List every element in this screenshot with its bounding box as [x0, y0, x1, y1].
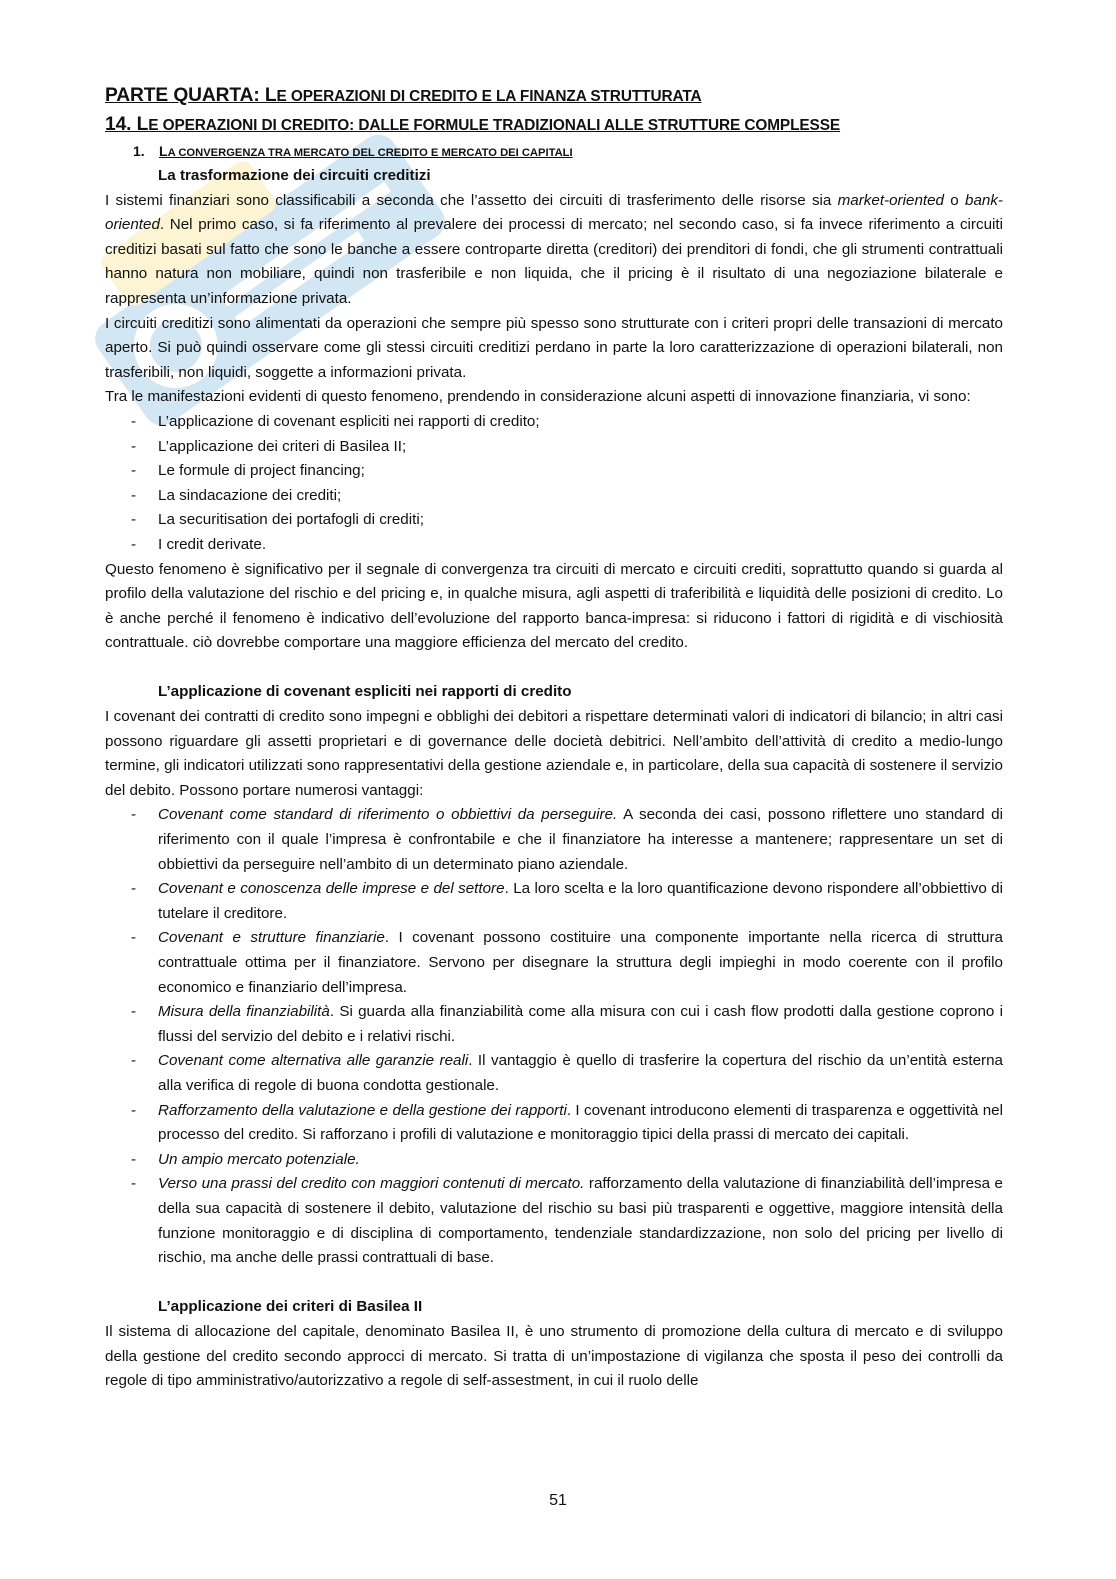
document-page — [105, 82, 1003, 1394]
paragraph-2: I circuiti creditizi sono alimentati da operazioni che sempre più spesso sono strutturate con i criteri propri delle transazioni di mercato aperto. Si può quindi osservare come gli stessi circuiti creditizi perdano in parte la loro caratterizzazione di operazioni bilaterali, non trasferibili, non liquidi, soggette a informazioni privata. — [105, 314, 1003, 381]
subsection-title-trasformazione: La trasformazione dei circuiti creditizi — [158, 167, 431, 184]
page-number: 51 — [549, 1492, 567, 1509]
paragraph-6: Il sistema di allocazione del capitale, denominato Basilea II, è uno strumento di promozione della cultura di mercato e di sviluppo della gestione del credito secondo approcci di mercato. Si tratta di un’impostazione di vigilanza che sposta il peso dei controlli da regole di tipo amministrativo/autorizzativo a regole di self-assestment, in cui il ruolo delle — [105, 1322, 1003, 1390]
list-item: - La securitisation dei portafogli di crediti; — [105, 508, 1003, 533]
list-item: - I credit derivate. — [105, 533, 1003, 558]
list-item: - Covenant come standard di riferimento o obbiettivi da perseguire. A seconda dei casi, possono riflettere uno standard di riferimento con il quale l’impresa è confrontabile e che il finanziatore ha interesse a mantenere; rappresentare un set di obbiettivi da perseguire nell’ambito di un determinato piano aziendale. — [105, 803, 1003, 877]
list-item: - L’applicazione di covenant espliciti nei rapporti di credito; — [105, 410, 1003, 435]
list-item: - La sindacazione dei crediti; — [105, 484, 1003, 509]
paragraph-1: I sistemi finanziari sono classificabili a seconda che l’assetto dei circuiti di trasferimento delle risorse sia market-oriented o bank-oriented. Nel primo caso, si fa riferimento al prevalere dei processi di mercato; nel secondo caso, si fa invece riferimento a circuiti creditizi basati sul fatto che sono le banche a essere controparte diretta (creditori) dei prenditori di fondi, che gli strumenti contrattuali hanno natura non mobiliare, quindi non trasferibile e non liquida, che il pricing è il risultato di una negoziazione bilaterale e rappresenta un’informazione privata. — [105, 191, 1003, 307]
section-heading: 1. LA CONVERGENZA TRA MERCATO DEL CREDITO E MERCATO DEI CAPITALI — [133, 143, 573, 159]
chapter-title: 14. LE OPERAZIONI DI CREDITO: DALLE FORMULE TRADIZIONALI ALLE STRUTTURE COMPLESSE — [105, 114, 841, 135]
list-item: - Covenant e strutture finanziarie. I covenant possono costituire una componente importante nella ricerca di struttura contrattuale ottima per il finanziatore. Servono per disegnare la struttura degli impieghi in modo coerente con il profilo economico e finanziario dell’impresa. — [105, 926, 1003, 1000]
part-title: PARTE QUARTA: LE OPERAZIONI DI CREDITO E LA FINANZA STRUTTURATA — [105, 85, 702, 106]
advantages-list — [105, 803, 1003, 1270]
list-item: - Le formule di project financing; — [105, 459, 1003, 484]
list-item: - Un ampio mercato potenziale. — [105, 1148, 1003, 1173]
subsection-title-covenant: L’applicazione di covenant espliciti nei rapporti di credito — [158, 683, 572, 701]
list-item: - Rafforzamento della valutazione e della gestione dei rapporti. I covenant introducono elementi di trasparenza e oggettività nel processo del credito. Si rafforzano i profili di valutazione e monitoraggio tipici della prassi di mercato dei capitali. — [105, 1099, 1003, 1148]
list-item: - Covenant come alternativa alle garanzie reali. Il vantaggio è quello di trasferire la copertura del rischio da un’entità esterna alla verifica di regole di buona condotta gestionale. — [105, 1049, 1003, 1098]
innovation-list — [105, 410, 1003, 558]
paragraph-4: Questo fenomeno è significativo per il segnale di convergenza tra circuiti di mercato e circuiti crediti, soprattutto quando si guarda al profilo della valutazione del rischio e del pricing e, in qualche misura, agli aspetti di traferibilità e liquidità delle posizioni di credito. Lo è anche perché il fenomeno è indicativo dell’evoluzione del rapporto banca-impresa: si riducono i fattori di rigidità e di vischiosità contrattuale. ciò dovrebbe comportare una maggiore efficienza del mercato del credito. — [105, 560, 1003, 652]
list-item: - Misura della finanziabilità. Si guarda alla finanziabilità come alla misura con cui i cash flow prodotti dalla gestione coprono i flussi del servizio del debito e i relativi rischi. — [105, 1000, 1003, 1049]
paragraph-5: I covenant dei contratti di credito sono impegni e obblighi dei debitori a rispettare determinati valori di indicatori di bilancio; in altri casi possono riguardare gli assetti proprietari e di governance delle docietà debitrici. Nell’ambito dell’attività di credito a medio-lungo termine, gli indicatori utilizzati sono rappresentativi della gestione aziendale e, in particolare, della sua capacità di sostenere il servizio del debito. Possono portare numerosi vantaggi: — [105, 708, 1003, 799]
list-item: - Verso una prassi del credito con maggiori contenuti di mercato. rafforzamento della valutazione di finanziabilità dell’impresa e della sua capacità di sostenere il debito, valutazione del rischio su basi più trasparenti e oggettive, maggiore intensità della funzione monitoraggio e di disciplina di comportamento, tendenziale standardizzazione, non solo del pricing per livello di rischio, ma anche delle prassi contrattuali di base. — [105, 1172, 1003, 1270]
list-item: - Covenant e conoscenza delle imprese e del settore. La loro scelta e la loro quantificazione devono rispondere all’obbiettivo di tutelare il creditore. — [105, 877, 1003, 926]
paragraph-3: Tra le manifestazioni evidenti di questo fenomeno, prendendo in considerazione alcuni aspetti di innovazione finanziaria, vi sono: — [105, 388, 971, 406]
list-item: - L’applicazione dei criteri di Basilea II; — [105, 435, 1003, 460]
subsection-title-basilea: L’applicazione dei criteri di Basilea II — [158, 1298, 423, 1316]
